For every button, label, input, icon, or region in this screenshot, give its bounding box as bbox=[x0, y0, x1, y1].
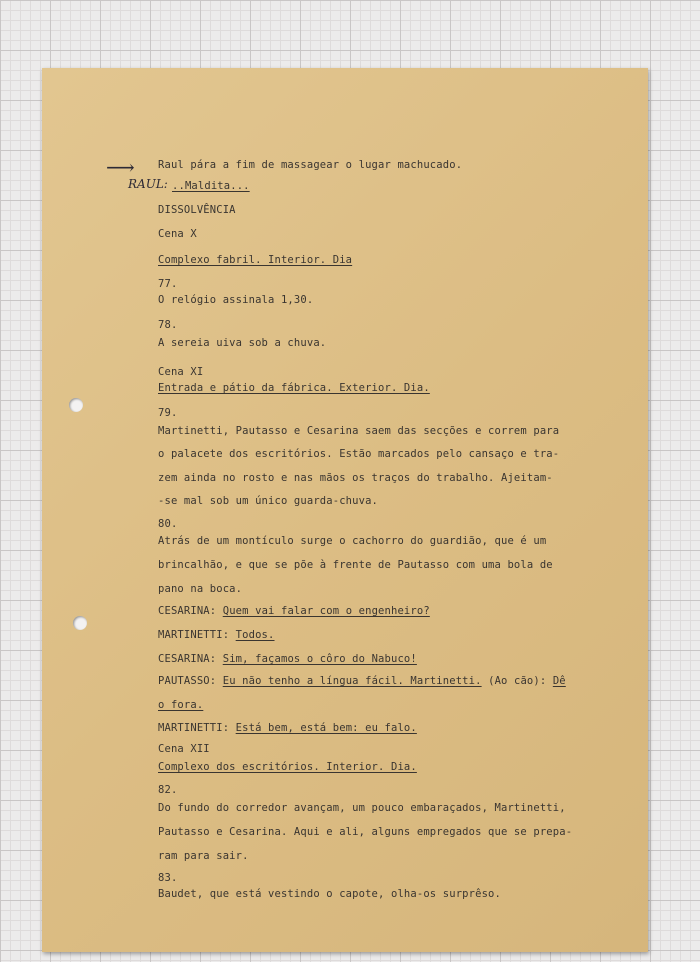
shot-number: 82. bbox=[158, 784, 178, 796]
handwritten-speaker-note: RAUL: bbox=[128, 177, 168, 191]
dialogue-text: Sim, façamos o côro do Nabuco! bbox=[222, 653, 417, 665]
shot-number: 83. bbox=[158, 872, 178, 884]
scene-heading: Cena X bbox=[158, 228, 197, 240]
punch-hole-top bbox=[69, 398, 83, 412]
speaker-name: MARTINETTI: bbox=[158, 722, 230, 734]
script-line: Pautasso e Cesarina. Aqui e ali, alguns empregados que se prepa- bbox=[158, 826, 573, 838]
script-line: -se mal sob um único guarda-chuva. bbox=[158, 495, 379, 507]
dialogue-text: Quem vai falar com o engenheiro? bbox=[222, 605, 430, 617]
dialogue-line bbox=[158, 722, 417, 734]
shot-number: 80. bbox=[158, 518, 178, 530]
dialogue-line bbox=[158, 629, 275, 641]
script-line: A sereia uiva sob a chuva. bbox=[158, 337, 327, 349]
dialogue-line bbox=[158, 675, 566, 687]
punch-hole-bottom bbox=[73, 616, 87, 630]
scene-heading: Cena XII bbox=[158, 743, 210, 755]
script-line: ..Maldita... bbox=[172, 180, 250, 192]
dialogue-line bbox=[158, 653, 417, 665]
script-line: pano na boca. bbox=[158, 583, 243, 595]
typescript-page bbox=[42, 68, 648, 952]
shot-number: 79. bbox=[158, 407, 178, 419]
dialogue-text: Eu não tenho a língua fácil. Martinetti. bbox=[222, 675, 482, 687]
handwritten-arrow: ⟶ bbox=[106, 155, 135, 179]
speaker-name: CESARINA: bbox=[158, 653, 217, 665]
script-line: ram para sair. bbox=[158, 850, 249, 862]
dialogue-text: Está bem, está bem: eu falo. bbox=[235, 722, 417, 734]
scene-location: Entrada e pátio da fábrica. Exterior. Dia. bbox=[158, 382, 430, 394]
script-line: Raul pára a fim de massagear o lugar machucado. bbox=[158, 159, 463, 171]
transition-label: DISSOLVÊNCIA bbox=[158, 204, 236, 216]
script-line: Atrás de um montículo surge o cachorro do guardião, que é um bbox=[158, 535, 547, 547]
script-line: O relógio assinala 1,30. bbox=[158, 294, 314, 306]
script-line: Baudet, que está vestindo o capote, olha-os surprêso. bbox=[158, 888, 501, 900]
speaker-name: MARTINETTI: bbox=[158, 629, 230, 641]
script-line: Martinetti, Pautasso e Cesarina saem das secções e correm para bbox=[158, 425, 560, 437]
dialogue-text: Dê bbox=[552, 675, 566, 687]
stage-direction: (Ao cão): bbox=[488, 675, 547, 687]
script-line: brincalhão, e que se põe à frente de Pautasso com uma bola de bbox=[158, 559, 553, 571]
scene-location: Complexo fabril. Interior. Dia bbox=[158, 254, 353, 266]
script-line: Do fundo do corredor avançam, um pouco embaraçados, Martinetti, bbox=[158, 802, 566, 814]
shot-number: 77. bbox=[158, 278, 178, 290]
script-line: zem ainda no rosto e nas mãos os traços do trabalho. Ajeitam- bbox=[158, 472, 553, 484]
speaker-name: PAUTASSO: bbox=[158, 675, 217, 687]
speaker-name: CESARINA: bbox=[158, 605, 217, 617]
scene-location: Complexo dos escritórios. Interior. Dia. bbox=[158, 761, 417, 773]
script-line: o palacete dos escritórios. Estão marcados pelo cansaço e tra- bbox=[158, 448, 560, 460]
dialogue-line: o fora. bbox=[158, 699, 204, 711]
dialogue-line bbox=[158, 605, 430, 617]
scene-heading: Cena XI bbox=[158, 366, 204, 378]
dialogue-text: Todos. bbox=[235, 629, 275, 641]
shot-number: 78. bbox=[158, 319, 178, 331]
